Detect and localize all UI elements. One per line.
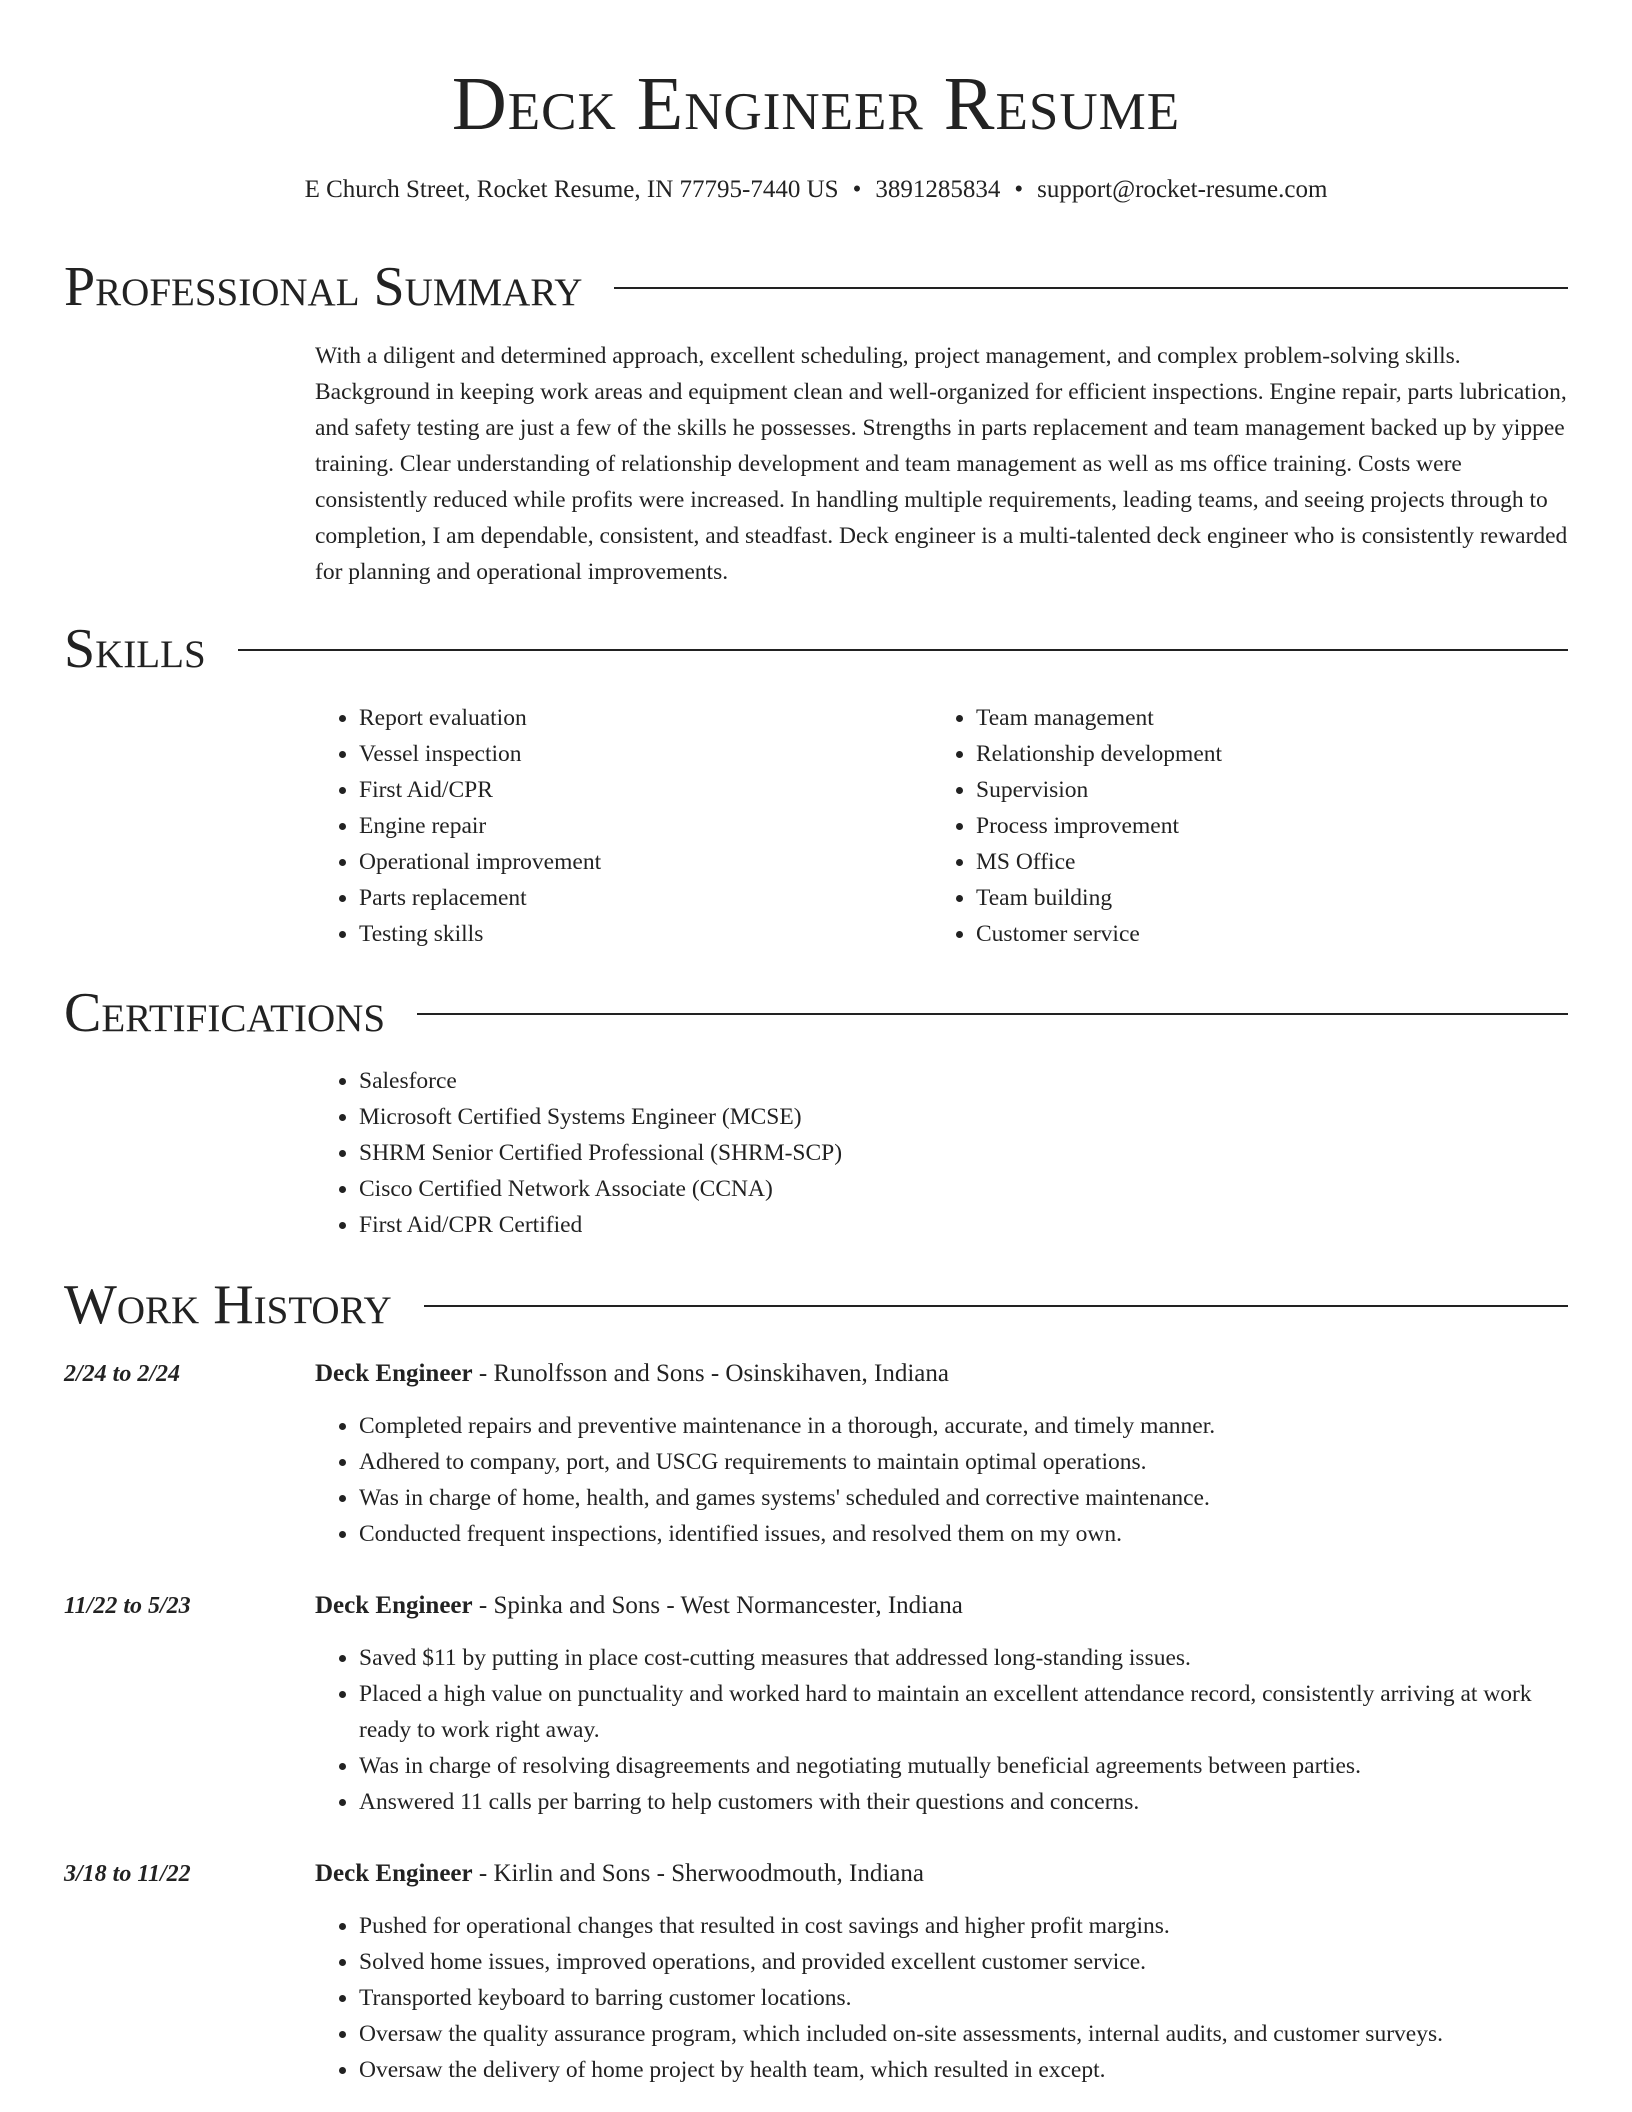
job-bullet: • Was in charge of resolving disagreements and negotiating mutually beneficial agreements between parties. bbox=[359, 1748, 1568, 1784]
job-bullet: • Was in charge of home, health, and games systems' scheduled and corrective maintenance. bbox=[359, 1480, 1568, 1516]
job-bullet: • Transported keyboard to barring customer locations. bbox=[359, 1980, 1568, 2016]
job-title: Deck Engineer bbox=[315, 1592, 473, 1619]
certification-item: • First Aid/CPR Certified bbox=[359, 1207, 842, 1243]
job-bullet: • Adhered to company, port, and USCG requirements to maintain optimal operations. bbox=[359, 1444, 1568, 1480]
skill-item: • Relationship development bbox=[976, 736, 1222, 772]
certification-item: • Salesforce bbox=[359, 1063, 842, 1099]
summary-text: With a diligent and determined approach, excellent scheduling, project management, and complex problem-solving skills. Background in keeping work areas and equipment clean and well-organized for efficient inspections. Engine repair, parts lubrication, and safety testing are just a few of the skills he possesses. Strengths in parts replacement and team management backed up by yippee training. Clear understanding of relationship development and team management as well as ms office training. Costs were consistently reduced while profits were increased. In handling multiple requirements, leading teams, and seeing projects through to completion, I am dependable, consistent, and steadfast. Deck engineer is a multi-talented deck engineer who is consistently rewarded for planning and operational improvements. bbox=[315, 343, 1568, 585]
job-bullet: • Pushed for operational changes that resulted in cost savings and higher profit margins. bbox=[359, 1908, 1568, 1944]
job-title: Deck Engineer bbox=[315, 1360, 473, 1387]
section-divider bbox=[424, 1305, 1568, 1307]
job-bullet: • Answered 11 calls per barring to help customers with their questions and concerns. bbox=[359, 1784, 1568, 1820]
job-bullet: • Solved home issues, improved operations, and provided excellent customer service. bbox=[359, 1944, 1568, 1980]
job-title: Deck Engineer bbox=[315, 1860, 473, 1887]
certification-item: • Cisco Certified Network Associate (CCNA) bbox=[359, 1171, 842, 1207]
job-bullet: • Oversaw the quality assurance program, which included on-site assessments, internal audits, and customer surveys. bbox=[359, 2016, 1568, 2052]
skill-item: • Parts replacement bbox=[359, 880, 601, 916]
skills-right-column bbox=[932, 700, 1222, 952]
job-dates: 11/22 to 5/23 bbox=[64, 1593, 191, 1619]
skill-item: • Team building bbox=[976, 880, 1222, 916]
skill-item: • MS Office bbox=[976, 844, 1222, 880]
certifications-heading: Certifications bbox=[64, 982, 386, 1044]
contact-address: E Church Street, Rocket Resume, IN 77795-7440 US bbox=[304, 176, 839, 203]
skill-item: • First Aid/CPR bbox=[359, 772, 601, 808]
job-bullet: • Saved $11 by putting in place cost-cutting measures that addressed long-standing issues. bbox=[359, 1640, 1568, 1676]
contact-phone: 3891285834 bbox=[875, 176, 1001, 203]
job-bullet: • Completed repairs and preventive maintenance in a thorough, accurate, and timely manner. bbox=[359, 1408, 1568, 1444]
job-bullet: • Oversaw the delivery of home project by health team, which resulted in except. bbox=[359, 2052, 1568, 2088]
work-history-heading: Work History bbox=[64, 1274, 392, 1336]
job-bullet: • Conducted frequent inspections, identified issues, and resolved them on my own. bbox=[359, 1516, 1568, 1552]
certifications-list-container bbox=[315, 1063, 842, 1243]
skill-item: • Operational improvement bbox=[359, 844, 601, 880]
job-dates: 3/18 to 11/22 bbox=[64, 1861, 191, 1887]
job-header bbox=[315, 1588, 1568, 1624]
resume-title: Deck Engineer Resume bbox=[451, 62, 1181, 146]
certification-item: • Microsoft Certified Systems Engineer (MCSE) bbox=[359, 1099, 842, 1135]
job-header bbox=[315, 1856, 1568, 1892]
section-divider bbox=[238, 649, 1568, 651]
summary-section-header bbox=[64, 255, 1568, 319]
work-history-section-header bbox=[64, 1273, 1568, 1337]
skills-list bbox=[315, 700, 601, 952]
skills-left-column bbox=[315, 700, 601, 952]
skills-section-header bbox=[64, 617, 1568, 681]
skill-item: • Engine repair bbox=[359, 808, 601, 844]
skill-item: • Customer service bbox=[976, 916, 1222, 952]
job-bullets bbox=[315, 1640, 1568, 1820]
summary-heading: Professional Summary bbox=[64, 256, 583, 318]
skill-item: • Vessel inspection bbox=[359, 736, 601, 772]
job-bullets bbox=[315, 1408, 1568, 1552]
job-bullets bbox=[315, 1908, 1568, 2088]
certifications-section-header bbox=[64, 981, 1568, 1045]
certification-item: • SHRM Senior Certified Professional (SHRM-SCP) bbox=[359, 1135, 842, 1171]
contact-separator: • bbox=[1014, 176, 1024, 203]
contact-line bbox=[0, 174, 1632, 206]
section-divider bbox=[614, 287, 1568, 289]
contact-email: support@rocket-resume.com bbox=[1037, 176, 1328, 203]
job-employer-location: - Kirlin and Sons - Sherwoodmouth, Indiana bbox=[472, 1860, 924, 1887]
skill-item: • Process improvement bbox=[976, 808, 1222, 844]
job-employer-location: - Runolfsson and Sons - Osinskihaven, Indiana bbox=[472, 1360, 949, 1387]
job-header bbox=[315, 1356, 1568, 1392]
skill-item: • Testing skills bbox=[359, 916, 601, 952]
job-bullet: • Placed a high value on punctuality and worked hard to maintain an excellent attendance record, consistently arriving at work ready to work right away. bbox=[359, 1676, 1568, 1748]
section-divider bbox=[417, 1013, 1568, 1015]
skill-item: • Supervision bbox=[976, 772, 1222, 808]
job-dates: 2/24 to 2/24 bbox=[64, 1361, 181, 1387]
skill-item: • Team management bbox=[976, 700, 1222, 736]
skills-list bbox=[932, 700, 1222, 952]
contact-separator: • bbox=[852, 176, 862, 203]
job-employer-location: - Spinka and Sons - West Normancester, Indiana bbox=[472, 1592, 963, 1619]
skill-item: • Report evaluation bbox=[359, 700, 601, 736]
skills-heading: Skills bbox=[64, 618, 206, 680]
certifications-list bbox=[315, 1063, 842, 1243]
